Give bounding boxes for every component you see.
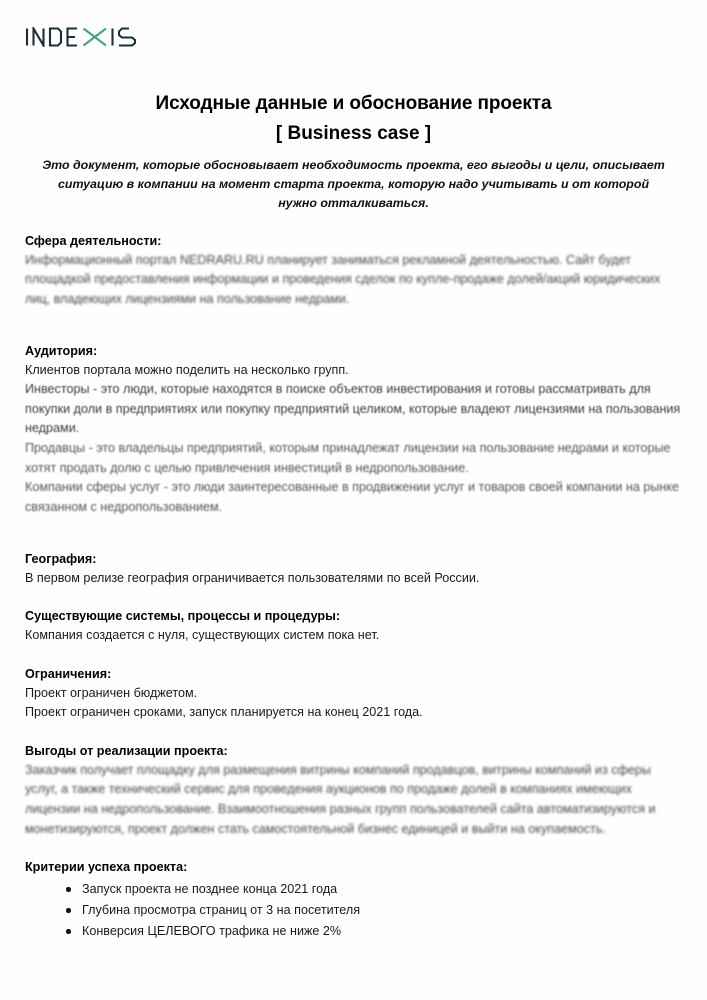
section-benefits-body: Заказчик получает площадку для размещения витрины компаний продавцов, витрины компаний из сферы услуг, а также технический сервис для проведения аукционов по продаже долей в компаниях имеющих лицензии на недропользование. Взаимоотношения разных групп пользователей сайта автоматизируются и монетизируются, проект должен стать самостоятельной бизнес единицей и выйти на окупаемость.: [25, 762, 656, 836]
success-criteria-list: [25, 879, 682, 942]
spacer: [25, 518, 682, 531]
section-benefits-heading: Выгоды от реализации проекта:: [25, 743, 228, 758]
section-existing-systems-body: Компания создается с нуля, существующих систем пока нет.: [25, 628, 380, 643]
audience-group-service-companies: Компании сферы услуг - это люди заинтересованные в продвижении услуг и товаров своей компании на рынке связанном с недропользованием.: [25, 480, 680, 514]
indexis-logo: [25, 27, 137, 47]
section-audience-intro: Клиентов портала можно поделить на несколько групп.: [25, 362, 349, 377]
logo-row: [25, 0, 682, 61]
list-item: Глубина просмотра страниц от 3 на посетителя: [66, 900, 682, 921]
page-subtitle: [ Business case ]: [275, 122, 432, 144]
section-audience-heading: Аудитория:: [25, 343, 98, 358]
section-constraints: [25, 665, 682, 723]
section-success-criteria-heading: Критерии успеха проекта:: [25, 860, 188, 875]
section-existing-systems-heading: Существующие системы, процессы и процедуры:: [25, 609, 341, 624]
section-audience: [25, 342, 682, 518]
section-constraints-line-2: Проект ограничен сроками, запуск планируется на конец 2021 года.: [25, 705, 423, 720]
section-constraints-line-1: Проект ограничен бюджетом.: [25, 685, 198, 700]
spacer: [25, 310, 682, 323]
section-geography-body: В первом релизе география ограничивается пользователями по всей России.: [25, 570, 480, 585]
audience-group-sellers: Продавцы - это владельцы предприятий, которым принадлежат лицензии на пользование недрами и которые хотят продать долю с целью привлечения инвестиций в недропользование.: [25, 441, 671, 475]
list-item: Запуск проекта не позднее конца 2021 года: [66, 879, 682, 900]
section-benefits: [25, 742, 682, 839]
section-geography-heading: География:: [25, 551, 97, 566]
document-lead-paragraph: Это документ, которые обосновывает необходимость проекта, его выгоды и цели, описывает ситуацию в компании на момент старта проекта, которую надо учитывать и от которой нужно отталкиваться.: [42, 158, 665, 210]
section-constraints-heading: Ограничения:: [25, 666, 112, 681]
section-geography: [25, 550, 682, 589]
section-scope-heading: Сфера деятельности:: [25, 233, 162, 248]
section-existing-systems: [25, 607, 682, 646]
section-scope-body: Информационный портал NEDRARU.RU планирует заниматься рекламной деятельностью. Сайт будет площадкой предоставления информации и проведения сделок по купле-продаже долей/акций юридических лиц, владеющих лицензиями на пользование недрами.: [25, 252, 661, 306]
audience-group-investors: Инвесторы - это люди, которые находятся в поиске объектов инвестирования и готовы рассматривать для покупки доли в предприятиях или покупку предприятий целиком, которые владеют лицензиями на пользования недрами.: [25, 382, 681, 436]
page-title: Исходные данные и обоснование проекта: [155, 93, 552, 114]
indexis-logo-icon: [25, 27, 137, 47]
list-item: Конверсия ЦЕЛЕВОГО трафика не ниже 2%: [66, 921, 682, 942]
section-scope: [25, 232, 682, 310]
section-success-criteria: [25, 858, 682, 942]
